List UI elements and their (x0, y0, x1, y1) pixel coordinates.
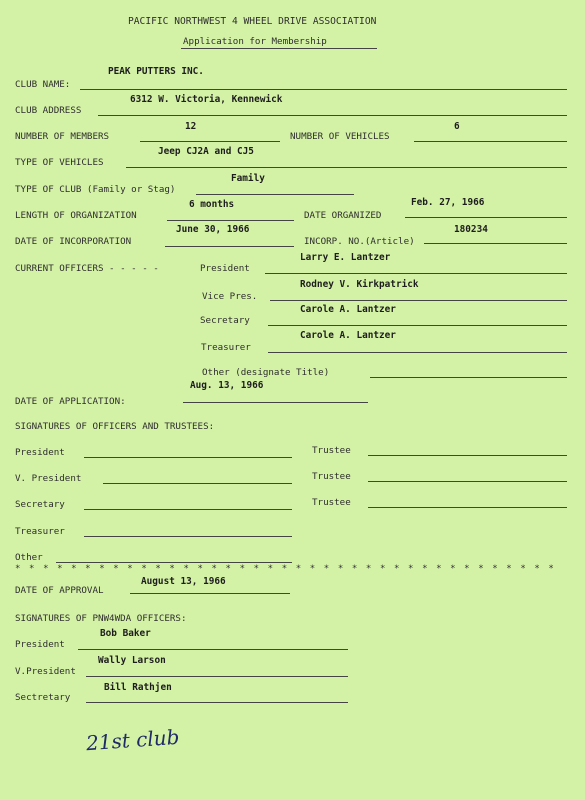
sig-trustee-1-line (368, 455, 567, 456)
officer-treasurer-value: Carole A. Lantzer (300, 330, 396, 341)
handwritten-note: 21st club (85, 724, 181, 756)
sig-secretary-label: Secretary (15, 499, 65, 510)
officer-vice-pres-value: Rodney V. Kirkpatrick (300, 279, 419, 290)
type-of-club-label: TYPE OF CLUB (Family or Stag) (15, 184, 176, 195)
number-of-members-label: NUMBER OF MEMBERS (15, 131, 110, 142)
date-of-application-value: Aug. 13, 1966 (190, 380, 264, 391)
type-of-club-line (196, 194, 354, 195)
date-of-approval-label: DATE OF APPROVAL (15, 585, 104, 596)
date-of-application-line (183, 402, 368, 403)
number-of-vehicles-line (414, 141, 567, 142)
number-of-members-value: 12 (185, 121, 197, 132)
officer-other-line (370, 377, 567, 378)
current-officers-label: CURRENT OFFICERS - - - - - (15, 263, 159, 274)
club-address-value: 6312 W. Victoria, Kennewick (130, 94, 283, 105)
date-of-incorporation-line (165, 246, 294, 247)
type-of-club-value: Family (231, 173, 265, 184)
pnw-president-value: Bob Baker (100, 628, 151, 639)
length-of-organization-value: 6 months (189, 199, 235, 210)
sig-trustee-2-line (368, 481, 567, 482)
sig-treasurer-line (84, 536, 292, 537)
pnw-v-president-label: V.President (15, 666, 76, 677)
officer-treasurer-label: Treasurer (201, 342, 251, 353)
club-name-line (80, 89, 567, 90)
type-of-vehicles-value: Jeep CJ2A and CJ5 (158, 146, 254, 157)
form-subtitle: Application for Membership (183, 36, 327, 47)
sig-v-president-line (103, 483, 292, 484)
number-of-vehicles-label: NUMBER OF VEHICLES (290, 131, 390, 142)
pnw-president-line (78, 649, 348, 650)
sig-treasurer-label: Treasurer (15, 526, 65, 537)
date-of-incorporation-label: DATE OF INCORPORATION (15, 236, 132, 247)
pnw-secretary-line (86, 702, 348, 703)
pnw-v-president-line (86, 676, 348, 677)
officer-vice-pres-label: Vice Pres. (202, 291, 258, 302)
subtitle-underline (181, 48, 377, 49)
form-title: PACIFIC NORTHWEST 4 WHEEL DRIVE ASSOCIATION (128, 16, 377, 27)
sig-trustee-1-label: Trustee (312, 445, 351, 456)
pnw-secretary-value: Bill Rathjen (104, 682, 172, 693)
sig-other-label: Other (15, 552, 43, 563)
type-of-vehicles-label: TYPE OF VEHICLES (15, 157, 104, 168)
sig-secretary-line (84, 509, 292, 510)
sig-trustee-3-label: Trustee (312, 497, 351, 508)
pnw-v-president-value: Wally Larson (98, 655, 166, 666)
date-of-incorporation-value: June 30, 1966 (176, 224, 250, 235)
type-of-vehicles-line (126, 167, 567, 168)
sig-other-line (56, 562, 292, 563)
sig-v-president-label: V. President (15, 473, 82, 484)
incorp-number-line (424, 243, 567, 244)
date-organized-line (405, 217, 567, 218)
incorp-number-value: 180234 (454, 224, 488, 235)
officer-other-label: Other (designate Title) (202, 367, 330, 378)
sig-president-line (84, 457, 292, 458)
club-name-value: PEAK PUTTERS INC. (108, 66, 204, 77)
officer-secretary-label: Secretary (200, 315, 250, 326)
pnw-officers-heading: SIGNATURES OF PNW4WDA OFFICERS: (15, 613, 187, 624)
date-of-application-label: DATE OF APPLICATION: (15, 396, 126, 407)
incorp-number-label: INCORP. NO.(Article) (304, 236, 415, 247)
officer-secretary-line (268, 325, 567, 326)
asterisk-separator: * * * * * * * * * * * * * * * * * * * * * * * * * * * * * * * * * * * * * * * (15, 564, 556, 574)
sig-trustee-2-label: Trustee (312, 471, 351, 482)
date-of-approval-line (130, 593, 290, 594)
length-of-organization-line (167, 220, 294, 221)
officer-vice-pres-line (270, 300, 567, 301)
date-of-approval-value: August 13, 1966 (141, 576, 226, 587)
officer-president-value: Larry E. Lantzer (300, 252, 391, 263)
date-organized-label: DATE ORGANIZED (304, 210, 382, 221)
number-of-members-line (140, 141, 280, 142)
date-organized-value: Feb. 27, 1966 (411, 197, 485, 208)
sig-trustee-3-line (368, 507, 567, 508)
officer-president-label: President (200, 263, 250, 274)
sig-president-label: President (15, 447, 65, 458)
number-of-vehicles-value: 6 (454, 121, 460, 132)
club-address-label: CLUB ADDRESS (15, 105, 82, 116)
signatures-officers-heading: SIGNATURES OF OFFICERS AND TRUSTEES: (15, 421, 215, 432)
officer-treasurer-line (268, 352, 567, 353)
officer-president-line (265, 273, 567, 274)
club-address-line (98, 115, 567, 116)
pnw-president-label: President (15, 639, 65, 650)
club-name-label: CLUB NAME: (15, 79, 71, 90)
length-of-organization-label: LENGTH OF ORGANIZATION (15, 210, 137, 221)
officer-secretary-value: Carole A. Lantzer (300, 304, 396, 315)
pnw-secretary-label: Sectretary (15, 692, 71, 703)
